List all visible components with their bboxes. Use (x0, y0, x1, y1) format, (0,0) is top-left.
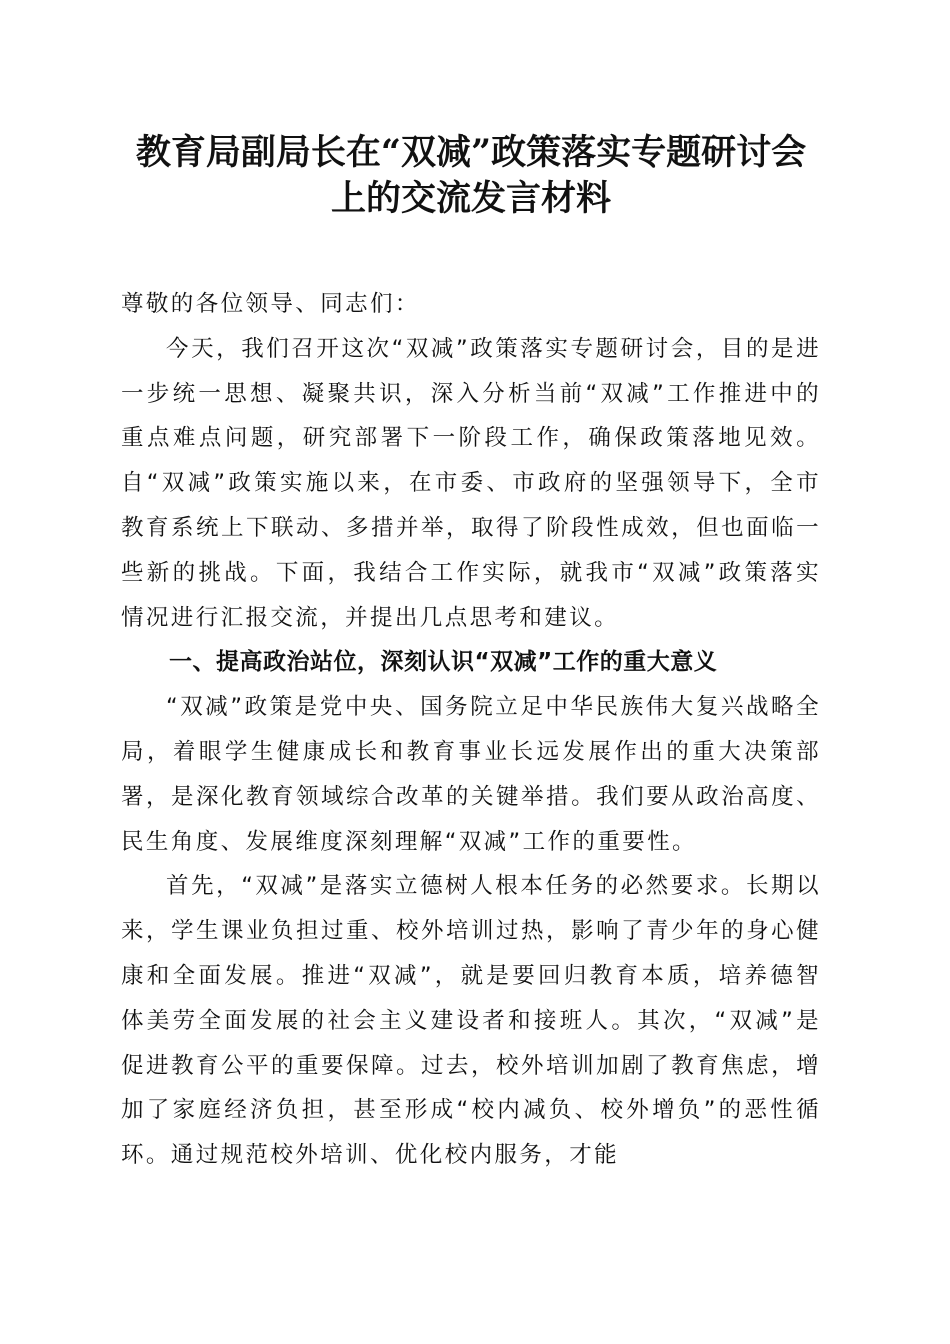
title-line-2: 上的交流发言材料 (330, 178, 611, 219)
title-line-1: 教育局副局长在“双减”政策落实专题研讨会 (135, 132, 807, 173)
section-1-heading: 一、提高政治站位，深刻认识“双减”工作的重大意义 (169, 649, 718, 676)
salutation: 尊敬的各位领导、同志们： (121, 291, 420, 317)
document-title (121, 130, 821, 222)
document-page (121, 130, 821, 1178)
section-1-paragraph-2: 首先，“双减”是落实立德树人根本任务的必然要求。长期以来，学生课业负担过重、校外培训过热，影响了青少年的身心健康和全面发展。推进“双减”，就是要回归教育本质，培养德智体美劳全面发展的社会主义建设者和接班人。其次，“双减”是促进教育公平的重要保障。过去，校外培训加剧了教育焦虑，增加了家庭经济负担，甚至形成“校内减负、校外增负”的恶性循环。通过规范校外培训、优化校内服务，才能 (121, 873, 821, 1169)
intro-paragraph: 今天，我们召开这次“双减”政策落实专题研讨会，目的是进一步统一思想、凝聚共识，深入分析当前“双减”工作推进中的重点难点问题，研究部署下一阶段工作，确保政策落地见效。自“双减”政策实施以来，在市委、市政府的坚强领导下，全市教育系统上下联动、多措并举，取得了阶段性成效，但也面临一些新的挑战。下面，我结合工作实际，就我市“双减”政策落实情况进行汇报交流，并提出几点思考和建议。 (121, 335, 821, 631)
section-1-paragraph-1: “双减”政策是党中央、国务院立足中华民族伟大复兴战略全局，着眼学生健康成长和教育事业长远发展作出的重大决策部署，是深化教育领域综合改革的关键举措。我们要从政治高度、民生角度、发展维度深刻理解“双减”工作的重要性。 (121, 694, 821, 855)
